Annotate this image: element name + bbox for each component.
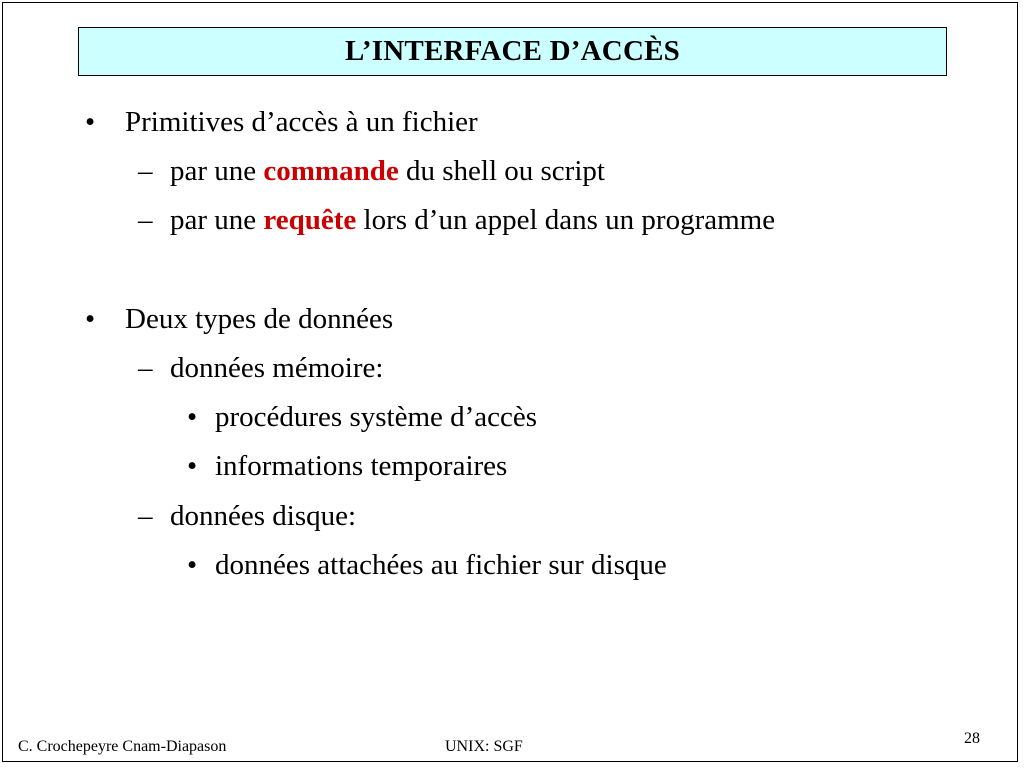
page-number: 28 xyxy=(964,730,980,747)
subitem-requete xyxy=(138,203,776,237)
footer-course: UNIX: SGF xyxy=(445,738,523,755)
subitem-commande xyxy=(138,154,605,188)
bullet-marker: • xyxy=(187,401,198,433)
subsubitem-text: données attachées au fichier sur disque xyxy=(215,549,667,581)
bullet-marker: • xyxy=(85,303,96,335)
bullet-marker: • xyxy=(187,549,198,581)
subsubitem-text: procédures système d’accès xyxy=(215,401,538,433)
bullet-marker: • xyxy=(187,450,198,482)
subsubitem-informations xyxy=(187,449,508,483)
subitem-memoire xyxy=(138,351,384,385)
subitem-prefix: par une xyxy=(170,204,264,236)
subsubitem-attachees xyxy=(187,548,667,582)
subitem-disque xyxy=(138,499,357,533)
bullet-deux-types xyxy=(85,302,394,336)
bullet-text: Deux types de données xyxy=(125,303,394,335)
keyword-requete: requête xyxy=(263,204,357,236)
dash-marker: – xyxy=(138,500,153,532)
subsubitem-text: informations temporaires xyxy=(215,450,508,482)
dash-marker: – xyxy=(138,352,153,384)
subitem-text: données disque: xyxy=(170,500,357,532)
title-box xyxy=(78,27,947,76)
subitem-suffix: lors d’un appel dans un programme xyxy=(356,204,776,236)
dash-marker: – xyxy=(138,155,153,187)
subitem-text: données mémoire: xyxy=(170,352,384,384)
subitem-suffix: du shell ou script xyxy=(398,155,605,187)
subsubitem-procedures xyxy=(187,400,538,434)
bullet-text: Primitives d’accès à un fichier xyxy=(125,106,478,138)
subitem-prefix: par une xyxy=(170,155,264,187)
bullet-primitives xyxy=(85,105,478,139)
bullet-marker: • xyxy=(85,106,96,138)
keyword-commande: commande xyxy=(263,155,399,187)
footer-author: C. Crochepeyre Cnam-Diapason xyxy=(18,738,227,755)
dash-marker: – xyxy=(138,204,153,236)
slide-title: L’INTERFACE D’ACCÈS xyxy=(345,35,680,67)
